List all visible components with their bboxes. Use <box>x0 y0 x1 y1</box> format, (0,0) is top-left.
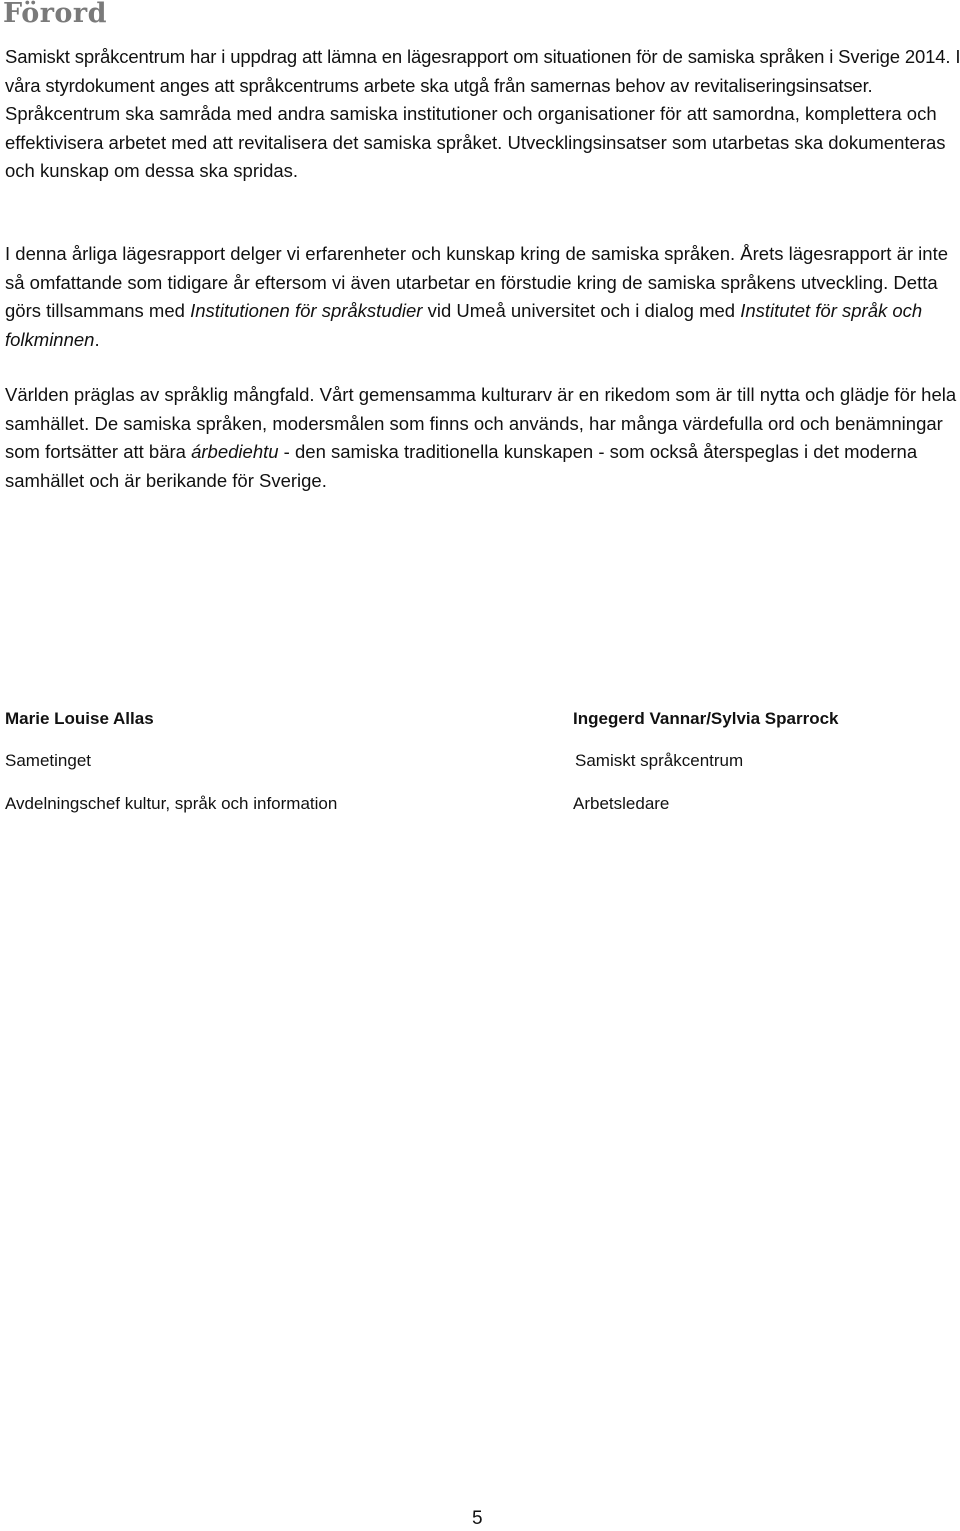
signatory-left-organization: Sametinget <box>5 751 91 770</box>
intro-paragraph-rest: Språkcentrum ska samråda med andra samiska institutioner och organisationer för att samordna, komplettera och effektivisera arbetet med att revitalisera det samiska språket. Utvecklingsinsatser som utarbetas ska dokumenteras och kunskap om dessa ska spridas. <box>5 103 946 182</box>
page-title: Förord <box>3 0 108 29</box>
heritage-paragraph <box>5 381 960 495</box>
intro-paragraph-lead: Samiskt språkcentrum har i uppdrag att lämna en lägesrapport om situationen för de samiska språken i Sverige 2014. I våra styrdokument anges att språkcentrums arbete ska utgå från samernas behov av revitaliseringsinsatser. <box>5 46 960 96</box>
institute-name: Institutet för språk och folkminnen <box>5 300 923 350</box>
report-paragraph-text-1: I denna årliga lägesrapport delger vi erfarenheter och kunskap kring de samiska språken. Årets lägesrapport är inte så omfattande som tidigare år eftersom vi även utarbetar en förstudie kring de samiska språkens utveckling. Detta görs tillsammans med <box>5 243 948 322</box>
signatory-right-role: Arbetsledare <box>573 794 670 813</box>
signatory-right-organization: Samiskt språkcentrum <box>575 751 744 770</box>
heritage-paragraph-text-2: - den samiska traditionella kunskapen - som också återspeglas i det moderna samhället och är berikande för Sverige. <box>5 441 918 491</box>
signatory-left-name: Marie Louise Allas <box>5 709 154 728</box>
intro-paragraph <box>5 43 960 186</box>
signatory-left-role: Avdelningschef kultur, språk och information <box>5 794 338 813</box>
page-number: 5 <box>472 1508 483 1529</box>
report-paragraph-text-3: . <box>94 328 100 350</box>
signatory-right-name: Ingegerd Vannar/Sylvia Sparrock <box>573 709 839 728</box>
arbediehtu-term: árbediehtu <box>191 441 279 463</box>
heritage-paragraph-text-1: Världen präglas av språklig mångfald. Vårt gemensamma kulturarv är en rikedom som är till nytta och glädje för hela samhället. De samiska språken, modersmålen som finns och används, har många värdefulla ord och benämningar som fortsätter att bära <box>5 384 957 463</box>
report-paragraph-text-2: vid Umeå universitet och i dialog med <box>422 300 741 322</box>
institution-name: Institutionen för språkstudier <box>190 300 423 322</box>
report-paragraph <box>5 240 960 354</box>
